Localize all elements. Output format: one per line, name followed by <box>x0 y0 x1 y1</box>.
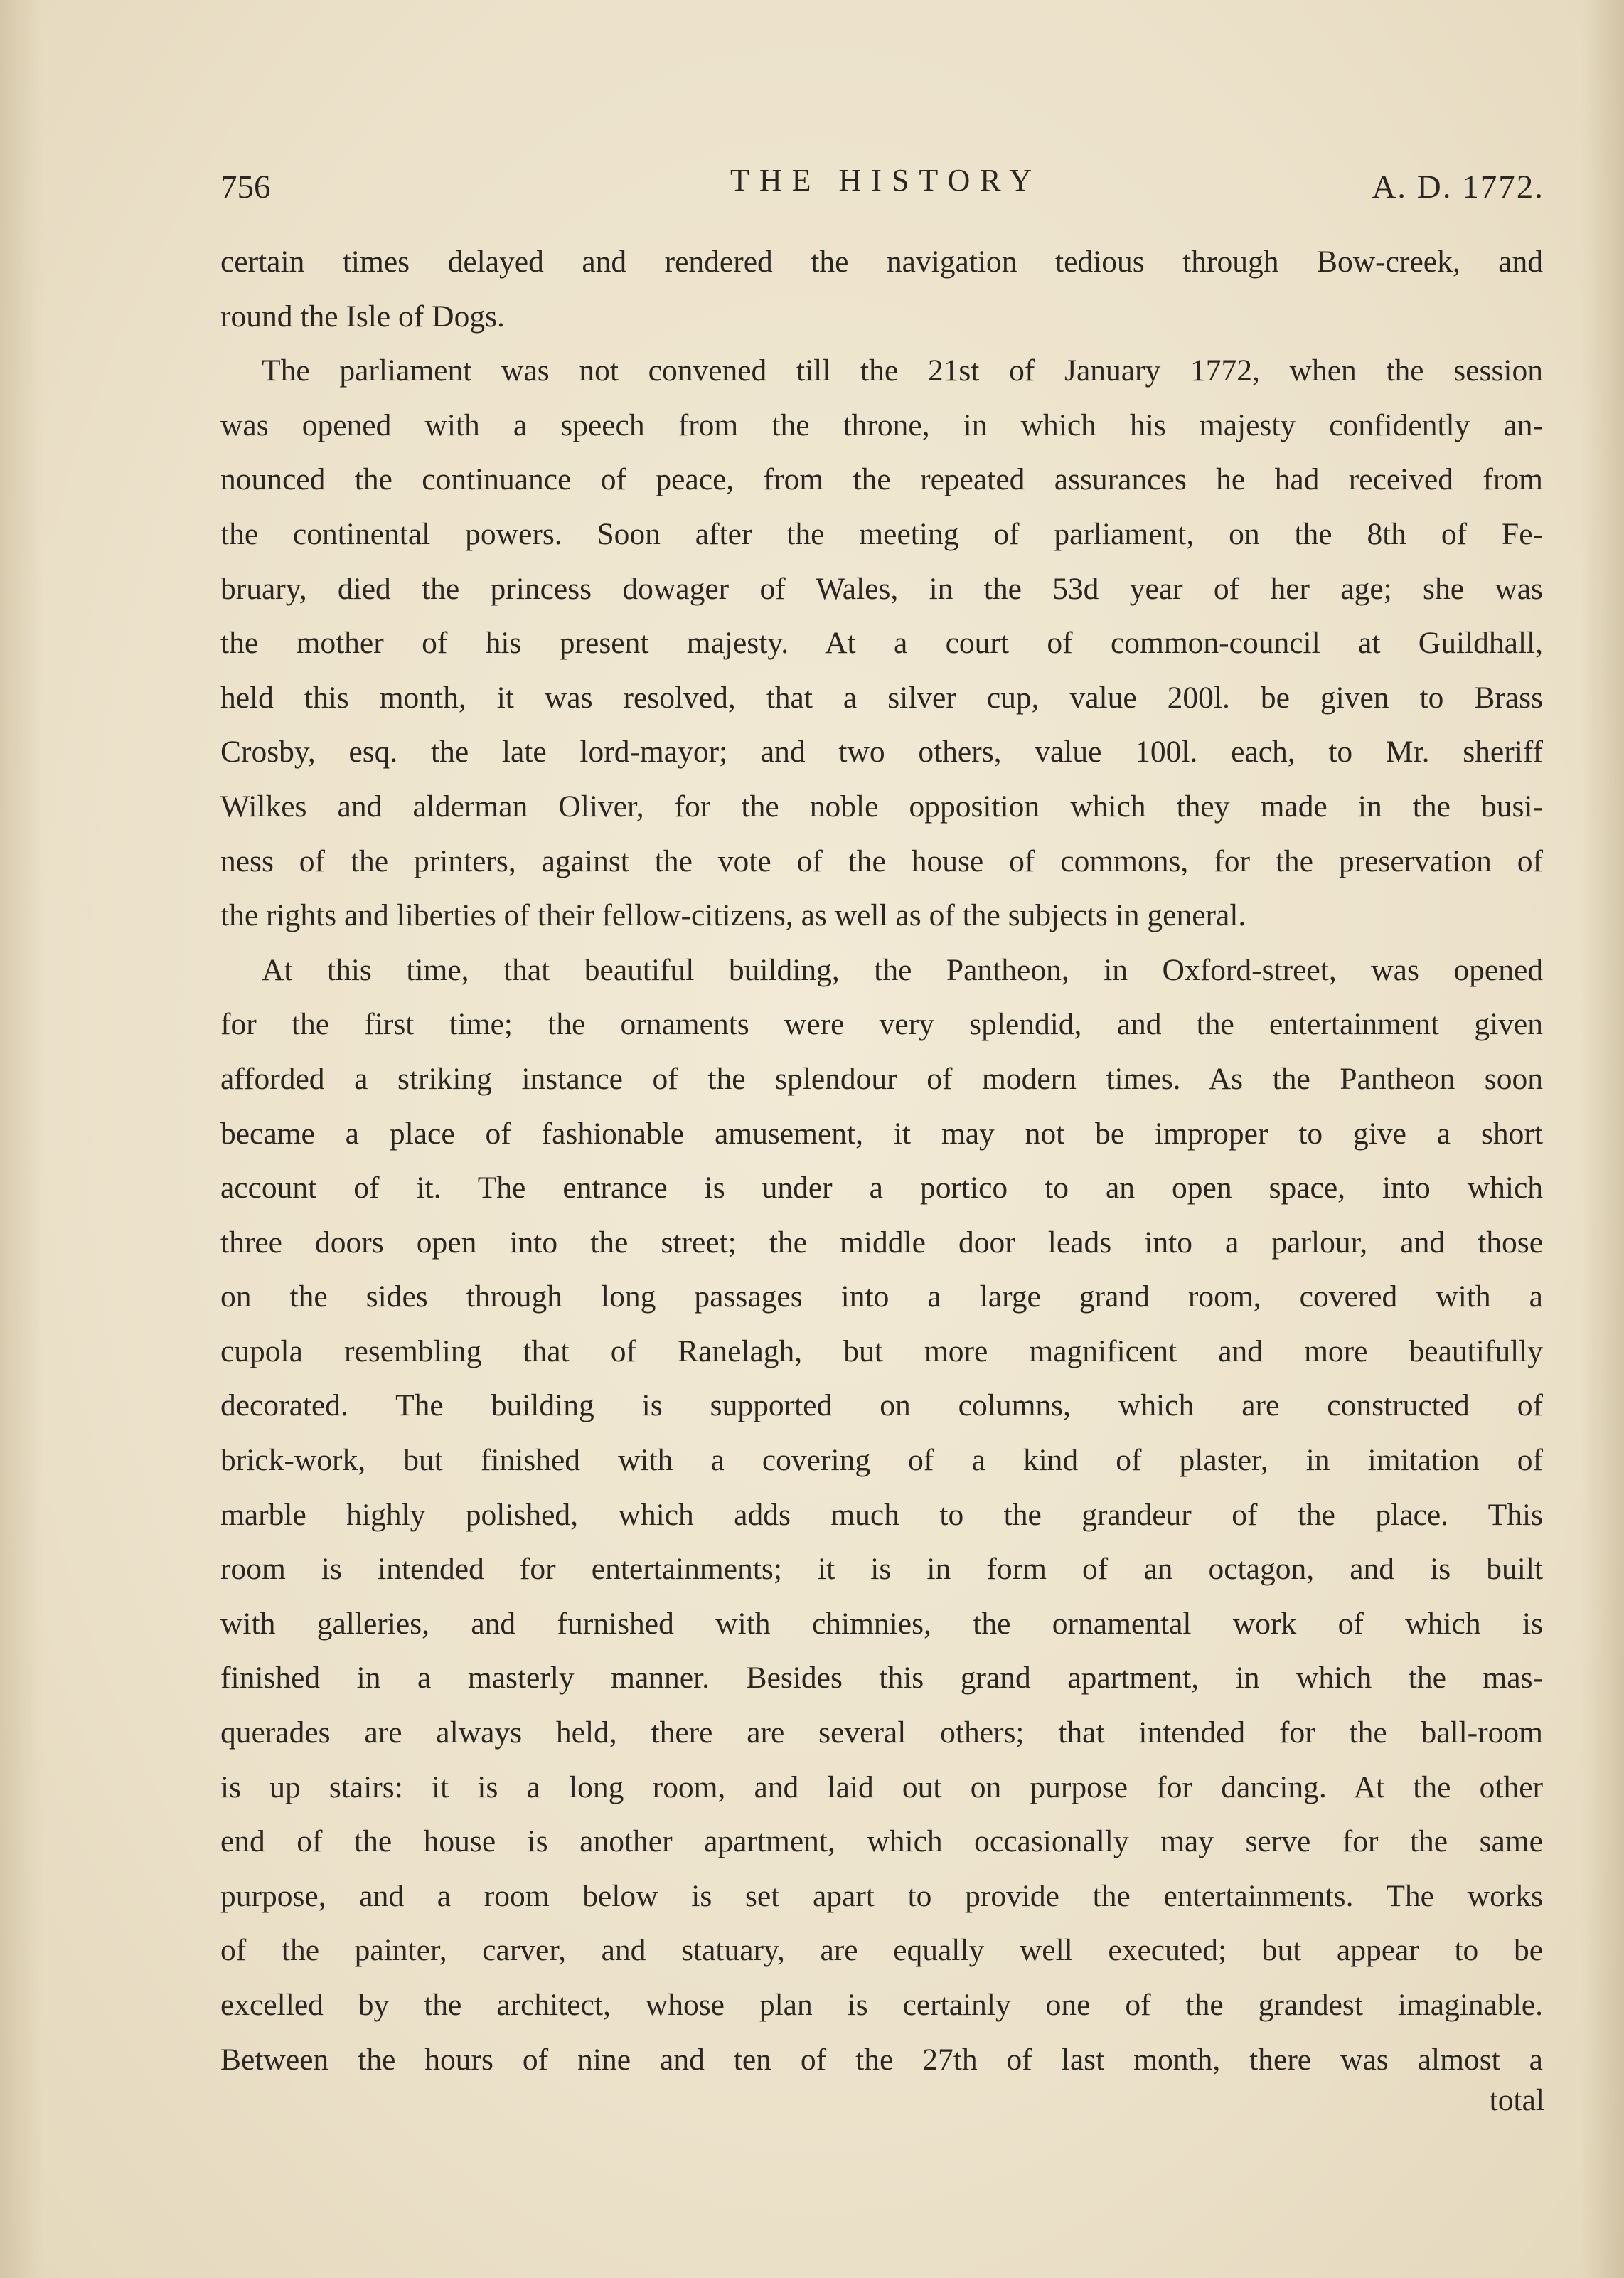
text-line: finished in a masterly manner. Besides this grand apartment, in which the mas- <box>220 1661 1543 1696</box>
text-line: cupola resembling that of Ranelagh, but more magnificent and more beautifully <box>220 1334 1543 1368</box>
text-line: round the Isle of Dogs. <box>220 299 505 334</box>
text-line: the rights and liberties of their fellow-citizens, as well as of the subjects in general. <box>220 898 1246 933</box>
text-line: decorated. The building is supported on columns, which are constructed of <box>220 1388 1543 1423</box>
text-line: the mother of his present majesty. At a court of common-council at Guildhall, <box>220 626 1543 661</box>
catchword: total <box>1489 2083 1544 2117</box>
text-line: became a place of fashionable amusement, it may not be improper to give a short <box>220 1116 1543 1151</box>
text-line: Wilkes and alderman Oliver, for the noble opposition which they made in the busi- <box>220 789 1543 824</box>
text-line: certain times delayed and rendered the navigation tedious through Bow-creek, and <box>220 245 1543 279</box>
text-line: purpose, and a room below is set apart to provide the entertainments. The works <box>220 1878 1543 1913</box>
running-date: A. D. 1772. <box>1372 169 1544 206</box>
text-line: with galleries, and furnished with chimnies, the ornamental work of which is <box>220 1606 1543 1641</box>
page-edge-shadow-left <box>0 0 43 2278</box>
text-line: end of the house is another apartment, which occasionally may serve for the same <box>220 1824 1543 1859</box>
text-line: nounced the continuance of peace, from the repeated assurances he had received from <box>220 462 1543 497</box>
text-line: brick-work, but finished with a covering of a kind of plaster, in imitation of <box>220 1443 1543 1478</box>
text-line: the continental powers. Soon after the meeting of parliament, on the 8th of Fe- <box>220 516 1543 551</box>
text-line: marble highly polished, which adds much to the grandeur of the place. This <box>220 1497 1543 1532</box>
text-line: on the sides through long passages into a large grand room, covered with a <box>220 1279 1543 1314</box>
text-line: Between the hours of nine and ten of the 27th of last month, there was almost a <box>220 2042 1543 2077</box>
text-line: bruary, died the princess dowager of Wales, in the 53d year of her age; she was <box>220 571 1543 606</box>
text-line: ness of the printers, against the vote of the house of commons, for the preservation of <box>220 843 1543 878</box>
text-line: excelled by the architect, whose plan is certainly one of the grandest imaginable. <box>220 1988 1543 2022</box>
text-line: The parliament was not convened till the 21st of January 1772, when the session <box>262 353 1543 388</box>
text-line: was opened with a speech from the throne, in which his majesty confidently an- <box>220 408 1543 442</box>
text-line: of the painter, carver, and statuary, are equally well executed; but appear to be <box>220 1933 1543 1968</box>
body-text <box>220 235 1543 2087</box>
text-line: is up stairs: it is a long room, and laid out on purpose for dancing. At the other <box>220 1769 1543 1804</box>
running-title: THE HISTORY <box>730 163 1042 198</box>
text-line: held this month, it was resolved, that a silver cup, value 200l. be given to Brass <box>220 680 1543 715</box>
running-header <box>220 162 1551 212</box>
text-line: account of it. The entrance is under a portico to an open space, into which <box>220 1171 1543 1205</box>
text-line: room is intended for entertainments; it is in form of an octagon, and is built <box>220 1552 1543 1587</box>
page-edge-shadow-right <box>1581 0 1624 2278</box>
page-number: 756 <box>220 169 271 206</box>
text-line: three doors open into the street; the middle door leads into a parlour, and those <box>220 1225 1543 1260</box>
text-line: At this time, that beautiful building, the Pantheon, in Oxford-street, was opened <box>262 952 1543 987</box>
text-line: Crosby, esq. the late lord-mayor; and two others, value 100l. each, to Mr. sheriff <box>220 735 1543 770</box>
text-line: querades are always held, there are several others; that intended for the ball-room <box>220 1715 1543 1750</box>
text-line: for the first time; the ornaments were very splendid, and the entertainment given <box>220 1007 1543 1042</box>
text-line: afforded a striking instance of the splendour of modern times. As the Pantheon soon <box>220 1061 1543 1096</box>
